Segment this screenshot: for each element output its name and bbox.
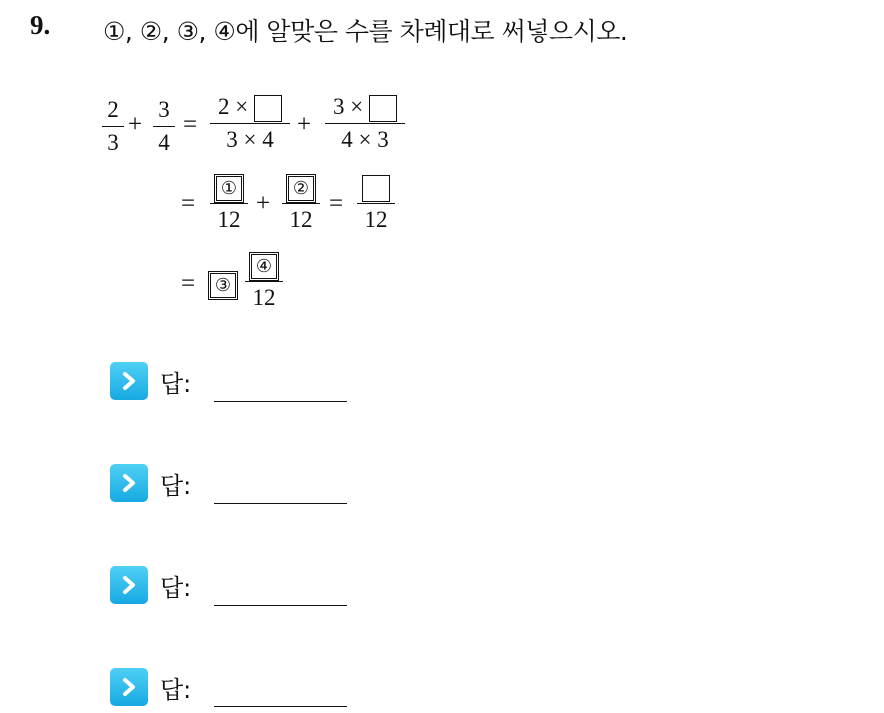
- fraction-box-4: ④ 12: [245, 250, 283, 312]
- plus-sign: +: [297, 111, 312, 138]
- answer-blank-line[interactable]: [214, 401, 347, 402]
- answer-box-4: ④: [249, 252, 279, 281]
- chevron-right-icon: [110, 566, 148, 604]
- equals-sign: =: [181, 190, 196, 217]
- blank-box: [362, 175, 390, 202]
- fraction-3-4: 3 4: [153, 95, 175, 157]
- answer-blank-line[interactable]: [214, 706, 347, 707]
- fraction-box-1: ① 12: [210, 172, 248, 234]
- answer-label: 답:: [160, 472, 192, 500]
- question-text: ①, ②, ③, ④에 알맞은 수를 차례대로 써넣으시오.: [103, 17, 628, 46]
- chevron-right-icon: [110, 362, 148, 400]
- answer-blank-line[interactable]: [214, 605, 347, 606]
- answer-label: 답:: [160, 676, 192, 704]
- fraction-expanded-2: 3 × 4 × 3: [325, 92, 405, 154]
- fraction-expanded-1: 2 × 3 × 4: [210, 92, 290, 154]
- equals-sign: =: [183, 111, 198, 138]
- chevron-right-icon: [110, 668, 148, 706]
- answer-label: 답:: [160, 370, 192, 398]
- answer-label: 답:: [160, 574, 192, 602]
- equals-sign: =: [181, 270, 196, 297]
- plus-sign: +: [128, 111, 143, 138]
- fraction-2-3: 2 3: [102, 95, 124, 157]
- equals-sign: =: [329, 190, 344, 217]
- chevron-right-icon: [110, 464, 148, 502]
- whole-number-box: [208, 271, 238, 300]
- blank-box: [369, 95, 397, 122]
- fraction-blank: 12: [357, 172, 395, 234]
- answer-blank-line[interactable]: [214, 503, 347, 504]
- answer-box-2: ②: [286, 174, 316, 203]
- answer-box-3: ③: [208, 271, 238, 300]
- plus-sign: +: [256, 190, 271, 217]
- fraction-box-2: ② 12: [282, 172, 320, 234]
- answer-box-1: ①: [214, 174, 244, 203]
- question-number: 9.: [30, 10, 51, 40]
- blank-box: [254, 95, 282, 122]
